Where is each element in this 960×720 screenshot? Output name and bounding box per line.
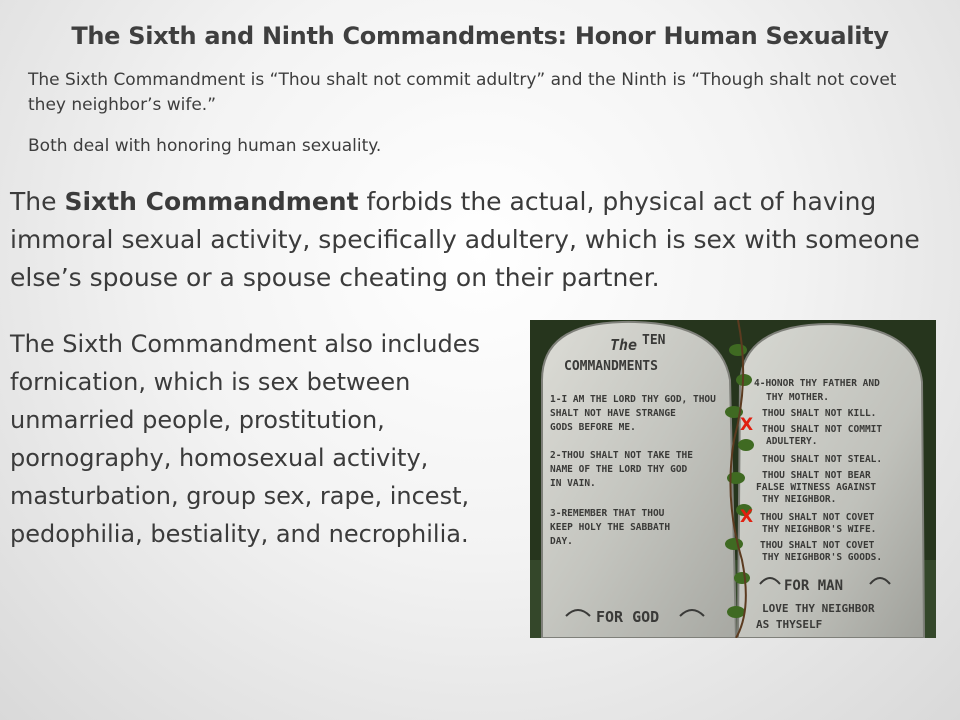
ten-commandments-photo (530, 320, 936, 638)
right-line-6: THOU SHALT NOT STEAL. (762, 454, 883, 465)
right-line-5: ADULTERY. (766, 436, 818, 447)
sixth-commandment-paragraph (10, 183, 940, 297)
para1-rest: forbids the actual, physical act of having immoral sexual activity, specifically adultery, which is sex with someone else’s spouse or a spouse cheating on their partner. (10, 187, 920, 292)
left-line-4: 2-THOU SHALT NOT TAKE THE (550, 450, 693, 461)
right-line-13: THY NEIGHBOR'S GOODS. (762, 552, 883, 563)
left-line-3: GODS BEFORE ME. (550, 422, 636, 433)
intro-block (28, 68, 918, 159)
right-line-10: THOU SHALT NOT COVET (760, 512, 875, 523)
right-footer-2: LOVE THY NEIGHBOR (762, 602, 875, 615)
right-footer-1: FOR MAN (784, 578, 844, 594)
right-line-1: 4-HONOR THY FATHER AND (754, 378, 880, 389)
right-line-7: THOU SHALT NOT BEAR (762, 470, 871, 481)
right-line-4: THOU SHALT NOT COMMIT (762, 424, 883, 435)
left-header-commandments: COMMANDMENTS (564, 359, 658, 374)
left-line-6: IN VAIN. (550, 478, 596, 489)
sixth-commandment-includes-paragraph: The Sixth Commandment also includes fornication, which is sex between unmarried people, prostitution, pornography, homosexual activity, masturbation, group sex, rape, incest, pedophilia, bestiality, and necrophilia. (10, 330, 481, 548)
left-line-9: DAY. (550, 536, 573, 547)
right-line-3: THOU SHALT NOT KILL. (762, 408, 877, 419)
left-line-1: 1-I AM THE LORD THY GOD, THOU (550, 394, 716, 405)
left-line-7: 3-REMEMBER THAT THOU (550, 508, 665, 519)
ten-commandments-photo-svg (530, 320, 936, 638)
left-header-the: The (610, 336, 638, 354)
right-line-8: FALSE WITNESS AGAINST (756, 482, 877, 493)
slide-title: The Sixth and Ninth Commandments: Honor Human Sexuality (71, 22, 889, 50)
right-line-2: THY MOTHER. (766, 392, 829, 403)
right-line-12: THOU SHALT NOT COVET (760, 540, 875, 551)
left-footer: FOR GOD (596, 608, 660, 626)
right-line-11: THY NEIGHBOR'S WIFE. (762, 524, 877, 535)
left-line-5: NAME OF THE LORD THY GOD (550, 464, 688, 475)
right-line-9: THY NEIGHBOR. (762, 494, 837, 505)
intro-line-1: The Sixth Commandment is “Thou shalt not commit adultry” and the Ninth is “Though shalt not covet they neighbor’s wife.” (28, 70, 897, 115)
left-line-2: SHALT NOT HAVE STRANGE (550, 408, 676, 419)
left-header-ten: TEN (642, 333, 666, 348)
red-x-mark-sixth: X (740, 415, 754, 435)
para1-bold-term: Sixth Commandment (64, 187, 359, 216)
para1-prefix: The (10, 187, 65, 216)
red-x-mark-ninth: X (740, 507, 754, 527)
left-line-8: KEEP HOLY THE SABBATH (550, 522, 671, 533)
intro-line-2: Both deal with honoring human sexuality. (28, 136, 382, 156)
right-footer-3: AS THYSELF (756, 618, 823, 631)
